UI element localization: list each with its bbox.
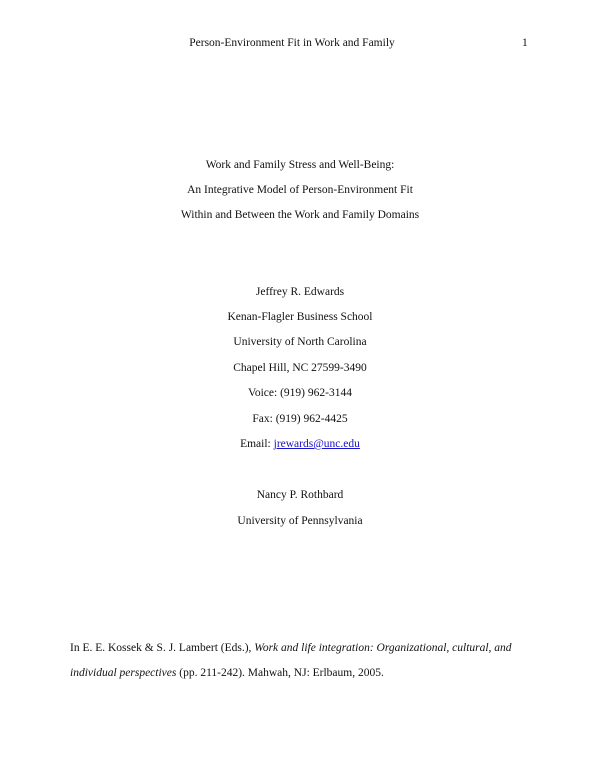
author-2-name: Nancy P. Rothbard: [256, 489, 344, 501]
citation-book-title-part-1: Work and life integration: Organizational, cultural, and: [254, 642, 512, 654]
author-2-university: University of Pennsylvania: [237, 515, 363, 527]
author-1-email-line: [0, 437, 600, 451]
page-number: 1: [522, 37, 528, 49]
author-1-university: University of North Carolina: [233, 336, 367, 348]
paper-title-line-2: An Integrative Model of Person-Environment Fit: [187, 184, 413, 196]
citation-suffix: (pp. 211-242). Mahwah, NJ: Erlbaum, 2005.: [176, 667, 384, 679]
author-1-voice: Voice: (919) 962-3144: [248, 387, 352, 399]
email-label: Email:: [240, 438, 274, 450]
paper-title-line-1: Work and Family Stress and Well-Being:: [205, 159, 395, 171]
running-head: [0, 36, 600, 52]
citation-book-title-part-2: individual perspectives: [70, 667, 177, 679]
email-link[interactable]: jrewards@unc.edu: [273, 438, 360, 450]
running-head-title: Person-Environment Fit in Work and Family: [189, 37, 395, 49]
author-1-address: Chapel Hill, NC 27599-3490: [233, 362, 367, 374]
citation-line-2: [70, 666, 540, 680]
author-1-school: Kenan-Flagler Business School: [227, 311, 373, 323]
author-1-name: Jeffrey R. Edwards: [255, 286, 345, 298]
author-1-fax: Fax: (919) 962-4425: [252, 413, 348, 425]
citation-prefix: In E. E. Kossek & S. J. Lambert (Eds.),: [70, 642, 255, 654]
citation-line-1: [70, 641, 540, 655]
paper-title-line-3: Within and Between the Work and Family Domains: [180, 209, 420, 221]
